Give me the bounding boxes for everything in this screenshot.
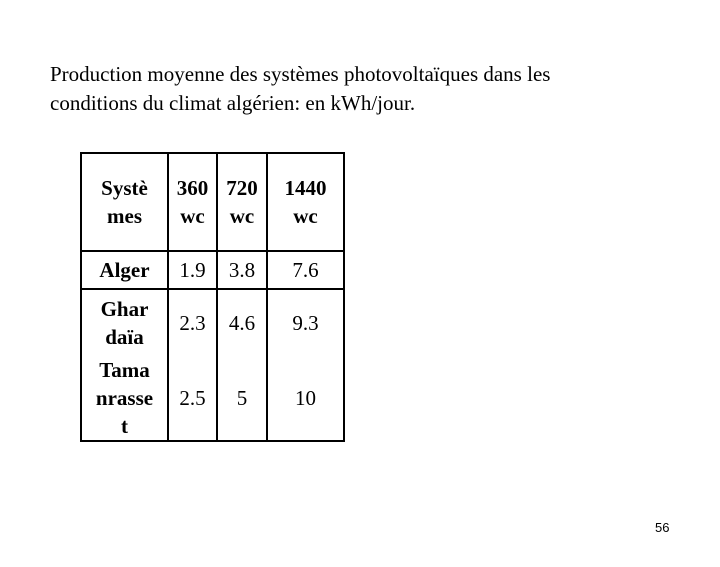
row-name-line: t [121, 414, 128, 438]
header-1440wc-line-1: 1440 [284, 176, 327, 200]
table-row [81, 251, 344, 289]
cell-value: 4.6 [217, 289, 267, 356]
header-360wc-line-2: wc [180, 204, 205, 228]
row-name-line: nrasse [95, 386, 154, 410]
row-name-line: Ghar [100, 297, 149, 321]
header-1440wc [267, 153, 344, 251]
production-table [80, 152, 345, 442]
table-header-row [81, 153, 344, 251]
cell-value: 5 [217, 356, 267, 441]
header-360wc [168, 153, 217, 251]
header-720wc-line-2: wc [229, 204, 255, 228]
table-row [81, 356, 344, 441]
header-systems-line-2: mes [107, 204, 142, 228]
row-name-line: Tama [99, 358, 150, 382]
slide-title-line-2: conditions du climat algérien: en kWh/jour. [50, 91, 416, 115]
row-name-ghardaia [81, 289, 168, 356]
table-row [81, 289, 344, 356]
slide-title-line-1: Production moyenne des systèmes photovoltaïques dans les [50, 62, 551, 86]
cell-value: 7.6 [267, 251, 344, 289]
page-number: 56 [655, 520, 670, 535]
row-name-tamanrasset [81, 356, 168, 441]
cell-value: 2.5 [168, 356, 217, 441]
header-1440wc-line-2: wc [293, 204, 318, 228]
header-720wc-line-1: 720 [226, 176, 258, 200]
row-name-line: daïa [105, 325, 144, 349]
header-360wc-line-1: 360 [176, 176, 209, 200]
header-systems-line-1: Systè [101, 176, 148, 200]
cell-value: 2.3 [168, 289, 217, 356]
cell-value: 9.3 [267, 289, 344, 356]
header-720wc [217, 153, 267, 251]
row-name-alger: Alger [81, 251, 168, 289]
cell-value: 10 [267, 356, 344, 441]
cell-value: 3.8 [217, 251, 267, 289]
cell-value: 1.9 [168, 251, 217, 289]
header-systems [81, 153, 168, 251]
slide-title [50, 60, 670, 118]
